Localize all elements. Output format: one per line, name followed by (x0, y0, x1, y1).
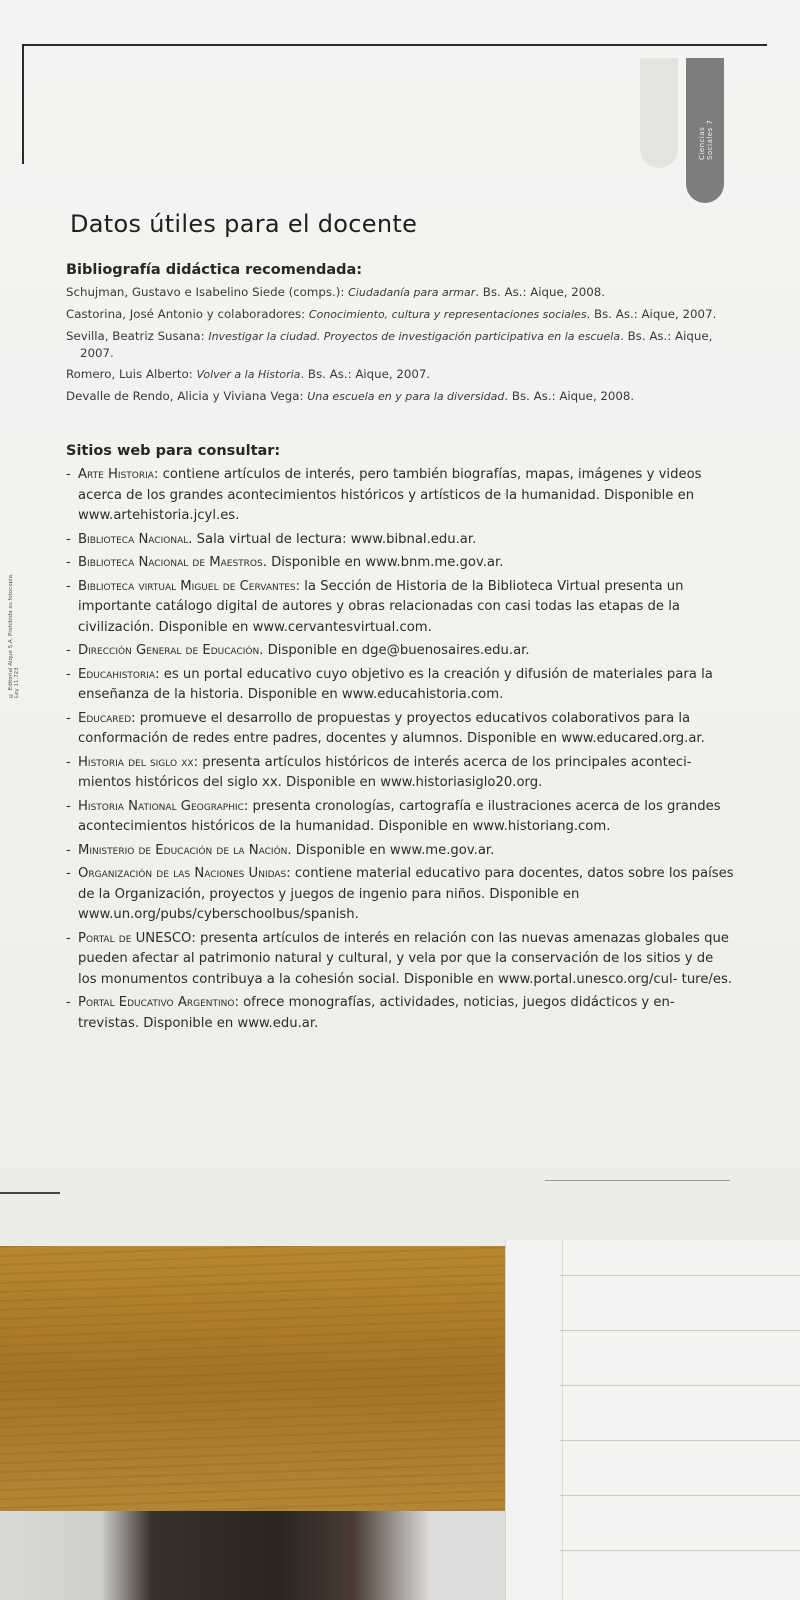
website-item: - Dirección General de Educación. Disponible en dge@buenosaires.edu.ar. (66, 643, 530, 658)
website-item: - Biblioteca virtual Miguel de Cervantes: la Sección de Historia de la Biblioteca Virtual presenta un importante catálogo digital de autores y obras relacionadas con casi todas las etapas de la civilización. Disponible en www.cervantesvirtual.com. (66, 578, 684, 635)
page-content (66, 210, 734, 1037)
bottom-border-rule-left (0, 1192, 60, 1194)
notebook-page (505, 1240, 800, 1600)
website-item: - Ministerio de Educación de la Nación. Disponible en www.me.gov.ar. (66, 842, 495, 858)
page-title: Datos útiles para el docente (70, 210, 418, 238)
website-item: - Educahistoria: es un portal educativo cuyo objetivo es la creación y difusión de materiales para la enseñanza de la historia. Disponible en www.educahistoria.com. (66, 666, 713, 702)
copyright-margin-note: © Editorial Aique S.A. Prohibida su fotocopia. Ley 11.723 (8, 573, 20, 698)
website-item: - Historia National Geographic: presenta cronologías, cartografía e ilustraciones acerca de los grandes acontecimientos históricos de la humanidad. Disponible en www.historiang.com. (66, 798, 721, 834)
website-item: - Portal Educativo Argentino: ofrece monografías, actividades, noticias, juegos didácticos y en- trevistas. Disponible en www.edu.ar. (66, 995, 675, 1031)
bibliography-list (66, 284, 734, 405)
bibliography-item: Sevilla, Beatriz Susana: Investigar la ciudad. Proyectos de investigación participativa en la escuela. Bs. As.: Aique, 2007. (66, 329, 713, 360)
bibliography-heading: Bibliografía didáctica recomendada: (66, 262, 363, 278)
website-item: - Portal de UNESCO: presenta artículos de interés en relación con las nuevas amenazas globales que pueden afectar al patrimonio natural y cultural, y vela por que la conservación de los sitios y de los monumentos contribuya a la cohesión social. Disponible en www.portal.unesco.org/cul- ture/es. (66, 930, 733, 987)
bibliography-item: Schujman, Gustavo e Isabelino Siede (comps.): Ciudadanía para armar. Bs. As.: Aique, 2008. (66, 285, 606, 299)
bottom-border-rule-right (545, 1180, 730, 1181)
notebook-ruled-line (560, 1275, 800, 1276)
website-item: - Organización de las Naciones Unidas: contiene material educativo para docentes, datos sobre los países de la Organización, proyectos y juegos de ingenio para niños. Disponible en www.un.org/pubs/cyberschoolbus/spanish. (66, 866, 734, 922)
notebook-ruled-line (560, 1550, 800, 1551)
page-tab-shadow (640, 58, 678, 168)
wooden-table-surface (0, 1246, 505, 1511)
website-item: - Historia del siglo xx: presenta artículos históricos de interés acerca de los principales aconteci- mientos históricos del siglo xx. Disponible en www.historiasiglo20.org. (66, 754, 692, 790)
bibliography-item: Devalle de Rendo, Alicia y Viviana Vega: Una escuela en y para la diversidad. Bs. As.: Aique, 2008. (66, 389, 635, 403)
notebook-ruled-line (560, 1440, 800, 1441)
notebook-ruled-line (560, 1385, 800, 1386)
chapter-tab-label: Ciencias Sociales 7 (698, 119, 714, 160)
website-item: - Arte Historia: contiene artículos de interés, pero también biografías, mapas, imágenes y videos acerca de los grandes acontecimientos históricos y artísticos de la humanidad. Disponible en www.artehistoria.jcyl.es. (66, 467, 702, 523)
notebook-ruled-line (560, 1330, 800, 1331)
website-item: - Educared: promueve el desarrollo de propuestas y proyectos educativos colaborativos para la conformación de redes entre padres, docentes y alumnos. Disponible en www.educared.org.ar. (66, 710, 705, 746)
notebook-ruled-line (560, 1495, 800, 1496)
notebook-margin-line (562, 1240, 563, 1600)
website-item: - Biblioteca Nacional de Maestros. Disponible en www.bnm.me.gov.ar. (66, 555, 504, 570)
background-object (0, 1511, 505, 1600)
bibliography-item: Castorina, José Antonio y colaboradores: Conocimiento, cultura y representaciones sociales. Bs. As.: Aique, 2007. (66, 307, 717, 321)
left-border-rule (22, 44, 24, 164)
bibliography-item: Romero, Luis Alberto: Volver a la Historia. Bs. As.: Aique, 2007. (66, 367, 431, 381)
top-border-rule (22, 44, 767, 46)
websites-list (66, 465, 734, 1034)
website-item: - Biblioteca Nacional. Sala virtual de lectura: www.bibnal.edu.ar. (66, 531, 477, 547)
websites-heading: Sitios web para consultar: (66, 443, 281, 459)
